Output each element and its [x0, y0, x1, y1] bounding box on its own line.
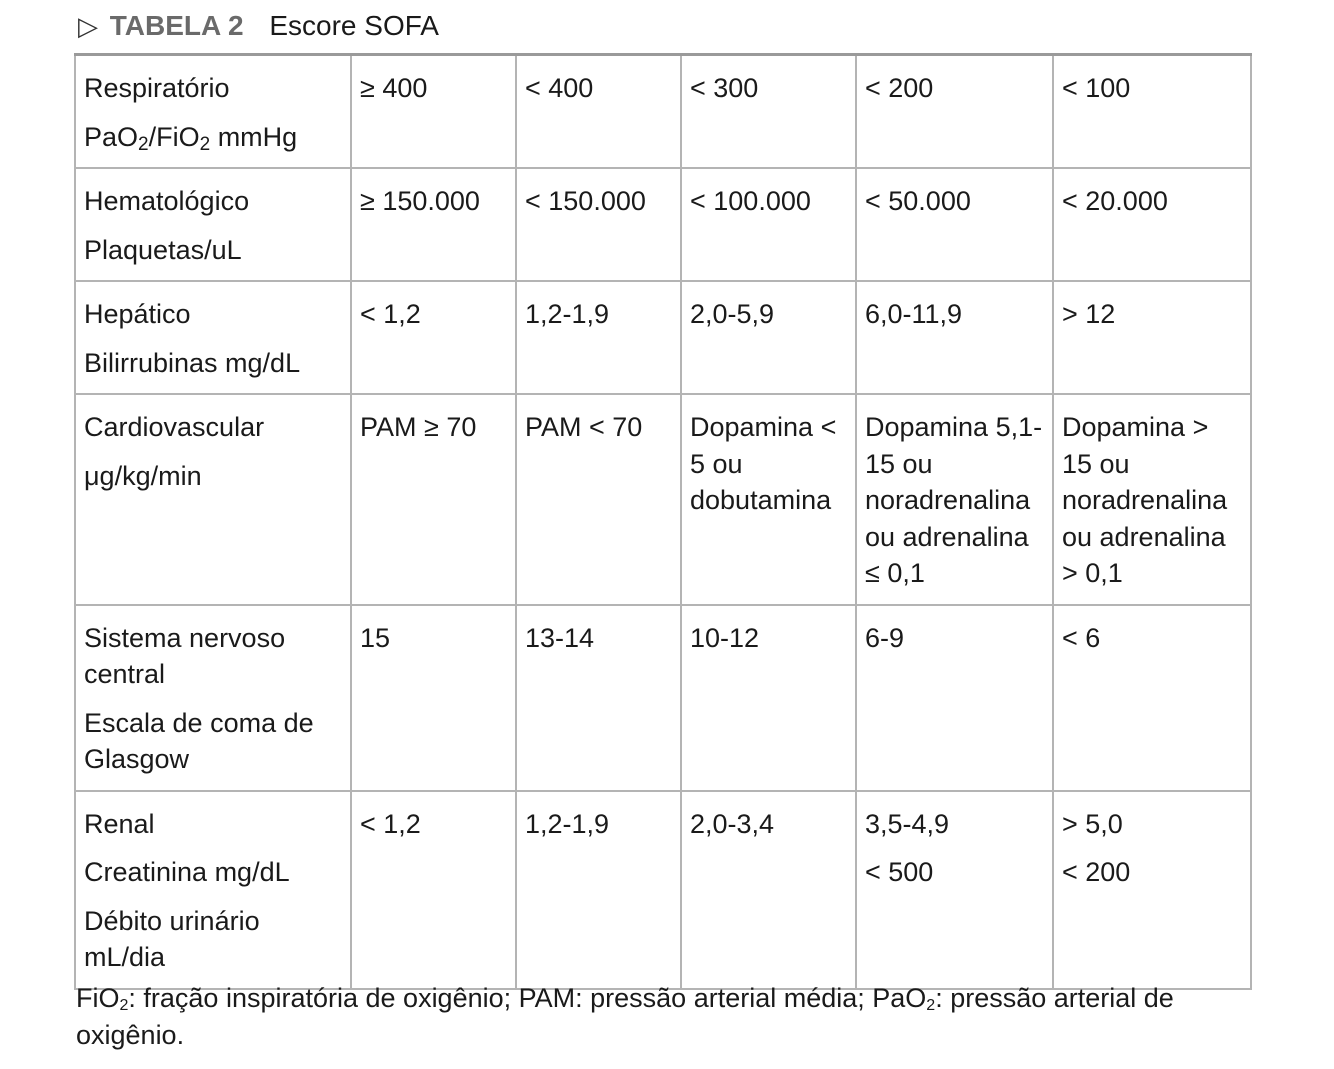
measure-label-secondary: Débito urinário mL/dia	[84, 905, 260, 972]
score-cell: 15	[351, 605, 516, 791]
score-cell: < 100	[1053, 55, 1251, 169]
measure-label: PaO$_2$/FiO$_2$ mmHg	[84, 121, 298, 155]
score-cell: 13-14	[516, 605, 681, 791]
score-cell: < 20.000	[1053, 168, 1251, 281]
system-name: Hematológico	[84, 186, 250, 216]
score-cell: 6-9	[856, 605, 1053, 791]
system-name: Renal	[84, 808, 155, 839]
table-row	[75, 605, 1251, 791]
table-row	[75, 394, 1251, 605]
score-cell: 1,2-1,9	[516, 281, 681, 394]
measure-label: Bilirrubinas mg/dL	[84, 347, 301, 378]
system-name: Cardiovascular	[84, 412, 265, 442]
table-row	[75, 791, 1251, 989]
score-cell: 1,2-1,9	[516, 791, 681, 989]
score-cell: Dopamina 5,1-15 ou noradrenalina ou adrenalina ≤ 0,1	[856, 394, 1053, 605]
triangle-icon: ▷	[78, 11, 98, 41]
system-cell	[75, 281, 351, 394]
score-cell: 6,0-11,9	[856, 281, 1053, 394]
system-cell	[75, 55, 351, 169]
system-cell	[75, 605, 351, 791]
system-name: Hepático	[84, 299, 191, 329]
score-value-secondary: < 200	[1062, 857, 1131, 887]
table-name: Escore SOFA	[269, 10, 439, 41]
measure-label: Creatinina mg/dL	[84, 857, 290, 887]
score-value: > 5,0	[1062, 808, 1123, 839]
table-number: TABELA 2	[109, 10, 244, 41]
sofa-table	[74, 53, 1252, 990]
score-cell: 2,0-3,4	[681, 791, 856, 989]
score-value-secondary: < 500	[865, 857, 934, 887]
system-name: Sistema nervoso central	[84, 622, 286, 689]
score-cell: PAM ≥ 70	[351, 394, 516, 605]
score-cell: > 12	[1053, 281, 1251, 394]
table-row	[75, 55, 1251, 169]
table-row	[75, 168, 1251, 281]
score-cell: 10-12	[681, 605, 856, 791]
score-cell: < 1,2	[351, 791, 516, 989]
score-cell: < 50.000	[856, 168, 1053, 281]
score-cell: Dopamina > 15 ou noradrenalina ou adrenalina > 0,1	[1053, 394, 1251, 605]
score-cell: 2,0-5,9	[681, 281, 856, 394]
score-cell	[1053, 791, 1251, 989]
score-cell: < 6	[1053, 605, 1251, 791]
system-cell	[75, 168, 351, 281]
table-title	[78, 8, 439, 44]
score-cell: < 200	[856, 55, 1053, 169]
score-cell	[856, 791, 1053, 989]
system-name: Respiratório	[84, 73, 230, 103]
table-footnote: FiO$_2$: fração inspiratória de oxigênio; PAM: pressão arterial média; PaO$_2$: pressão arterial de oxigênio.	[76, 983, 1174, 1050]
system-cell	[75, 394, 351, 605]
measure-label: Escala de coma de Glasgow	[84, 707, 314, 774]
score-cell: < 300	[681, 55, 856, 169]
score-cell: < 400	[516, 55, 681, 169]
measure-label: μg/kg/min	[84, 460, 202, 491]
score-cell: ≥ 400	[351, 55, 516, 169]
score-value: 3,5-4,9	[865, 808, 950, 839]
score-cell: < 150.000	[516, 168, 681, 281]
measure-label: Plaquetas/uL	[84, 234, 242, 265]
score-cell: PAM < 70	[516, 394, 681, 605]
score-cell: < 1,2	[351, 281, 516, 394]
score-cell: < 100.000	[681, 168, 856, 281]
score-cell: ≥ 150.000	[351, 168, 516, 281]
score-cell: Dopamina < 5 ou dobutamina	[681, 394, 856, 605]
system-cell	[75, 791, 351, 989]
table-row	[75, 281, 1251, 394]
